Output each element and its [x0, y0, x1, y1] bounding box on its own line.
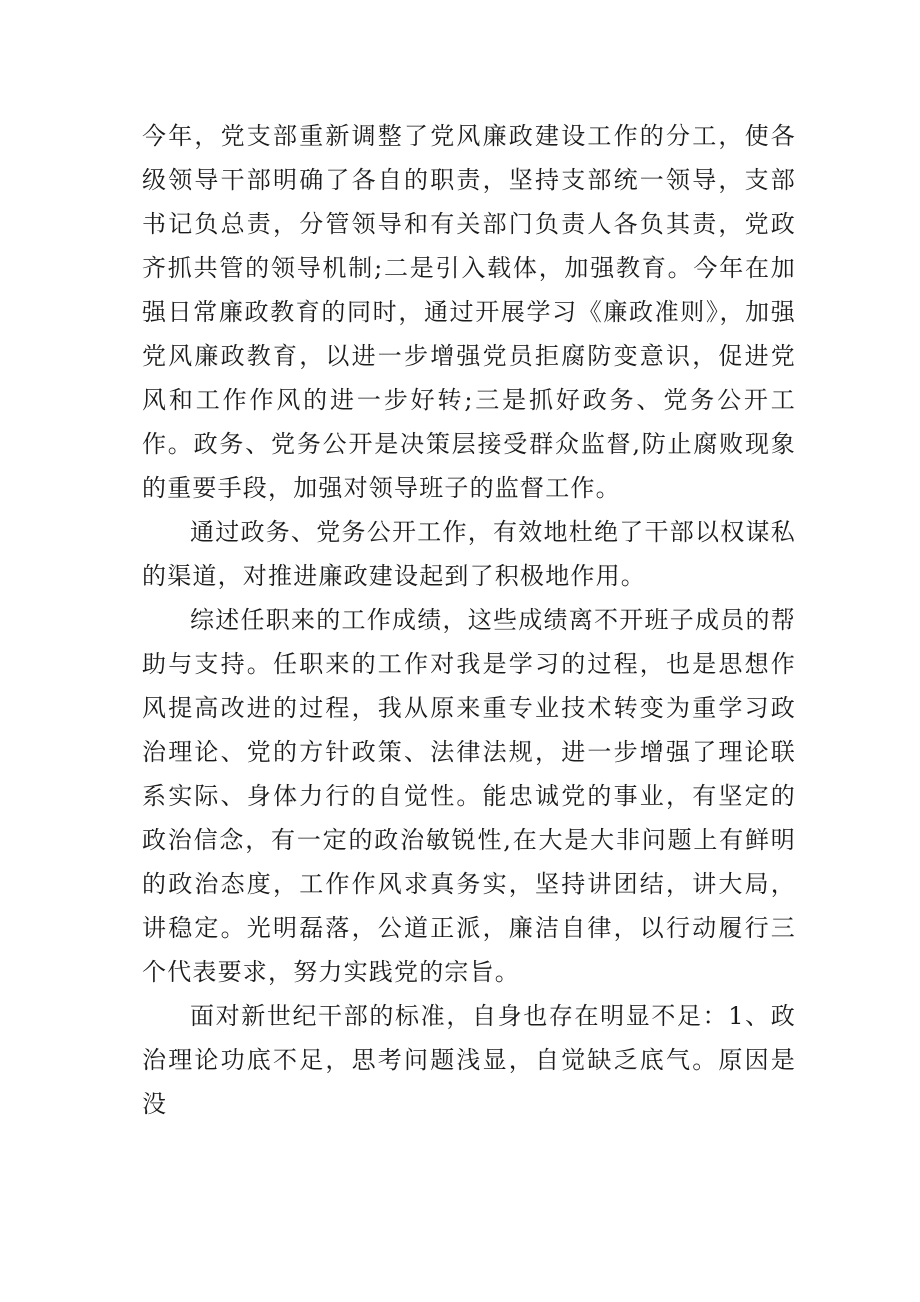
- paragraph-1: 今年，党支部重新调整了党风廉政建设工作的分工，使各级领导干部明确了各自的职责，坚持支部统一领导，支部书记负总责，分管领导和有关部门负责人各负其责，党政齐抓共管的领导机制;二是引入载体，加强教育。今年在加强日常廉政教育的同时，通过开展学习《廉政准则》，加强党风廉政教育，以进一步增强党员拒腐防变意识，促进党风和工作作风的进一步好转;三是抓好政务、党务公开工作。政务、党务公开是决策层接受群众监督,防止腐败现象的重要手段，加强对领导班子的监督工作。: [142, 122, 796, 502]
- paragraph-2: 通过政务、党务公开工作，有效地杜绝了干部以权谋私的渠道，对推进廉政建设起到了积极地作用。: [142, 518, 796, 590]
- document-body: [142, 114, 796, 1126]
- paragraph-4: 面对新世纪干部的标准，自身也存在明显不足：1、政治理论功底不足，思考问题浅显，自觉缺乏底气。原因是没: [142, 1002, 796, 1118]
- paragraph-3: 综述任职来的工作成绩，这些成绩离不开班子成员的帮助与支持。任职来的工作对我是学习的过程，也是思想作风提高改进的过程，我从原来重专业技术转变为重学习政治理论、党的方针政策、法律法规，进一步增强了理论联系实际、身体力行的自觉性。能忠诚党的事业，有坚定的政治信念，有一定的政治敏锐性,在大是大非问题上有鲜明的政治态度，工作作风求真务实，坚持讲团结，讲大局，讲稳定。光明磊落，公道正派，廉洁自律，以行动履行三个代表要求，努力实践党的宗旨。: [142, 606, 796, 986]
